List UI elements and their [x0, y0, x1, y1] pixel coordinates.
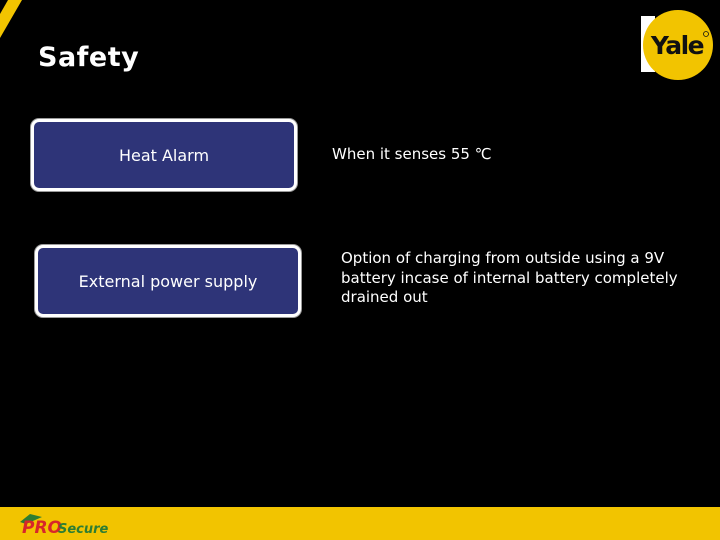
slide-title: Safety	[38, 42, 140, 73]
feature-description: When it senses 55 ℃	[332, 145, 492, 163]
corner-accent-inner	[0, 0, 8, 14]
logo-text: Yale	[650, 31, 704, 60]
feature-pill-heat-alarm	[31, 119, 297, 191]
yale-logo	[638, 8, 714, 82]
feature-pill-external-power	[35, 245, 301, 317]
logo-prefix: PRO	[22, 518, 63, 538]
prosecure-logo	[18, 508, 128, 538]
feature-description: Option of charging from outside using a 9V battery incase of internal battery completely drained out	[341, 249, 678, 306]
feature-label: External power supply	[78, 271, 258, 291]
logo-suffix: Secure	[58, 522, 109, 537]
feature-label: Heat Alarm	[118, 145, 210, 165]
